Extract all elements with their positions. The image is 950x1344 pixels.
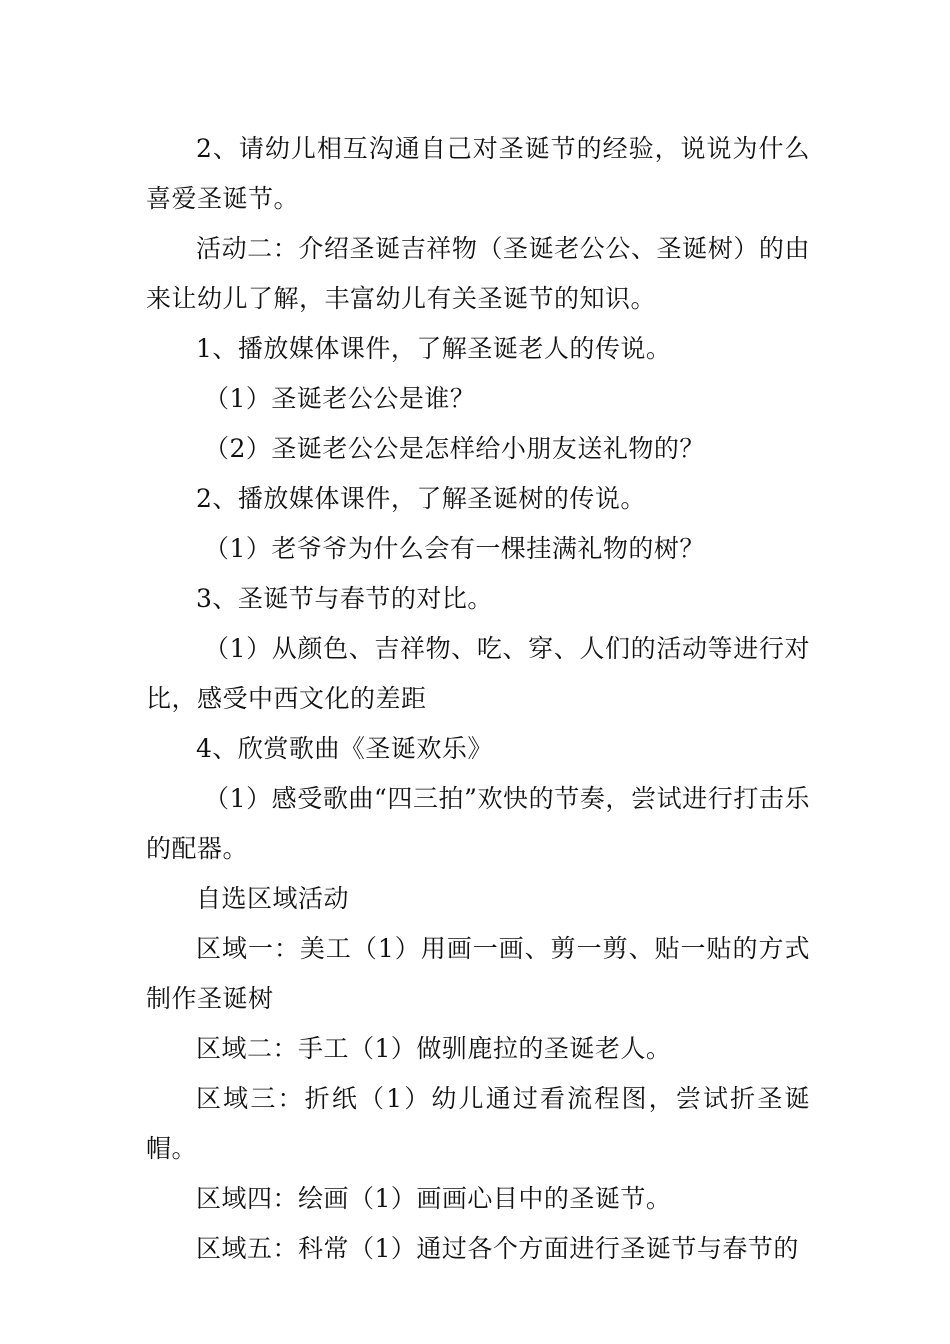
paragraph: 区域一：美工（1）用画一画、剪一剪、贴一贴的方式制作圣诞树 (146, 934, 810, 1013)
paragraph: 4、欣赏歌曲《圣诞欢乐》 (196, 734, 493, 763)
paragraph: （1）从颜色、吉祥物、吃、穿、人们的活动等进行对比，感受中西文化的差距 (146, 634, 810, 713)
paragraph: （1）圣诞老公公是谁？ (204, 384, 476, 413)
paragraph: 区域四：绘画（1）画画心目中的圣诞节。 (196, 1184, 672, 1213)
paragraph: 3、圣诞节与春节的对比。 (196, 584, 493, 613)
paragraph: 1、播放媒体课件，了解圣诞老人的传说。 (196, 334, 672, 363)
paragraph: （1）老爷爷为什么会有一棵挂满礼物的树？ (204, 534, 705, 563)
paragraph: 区域三：折纸（1）幼儿通过看流程图，尝试折圣诞帽。 (146, 1084, 810, 1163)
paragraph: 区域五：科常（1）通过各个方面进行圣诞节与春节的 (196, 1234, 799, 1263)
paragraph: 区域二：手工（1）做驯鹿拉的圣诞老人。 (196, 1034, 672, 1063)
paragraph: （1）感受歌曲“四三拍”欢快的节奏，尝试进行打击乐的配器。 (146, 784, 810, 863)
paragraph: 2、播放媒体课件，了解圣诞树的传说。 (196, 484, 646, 513)
paragraph: （2）圣诞老公公是怎样给小朋友送礼物的？ (204, 434, 705, 463)
paragraph: 活动二：介绍圣诞吉祥物（圣诞老公公、圣诞树）的由来让幼儿了解，丰富幼儿有关圣诞节的知识。 (146, 234, 810, 313)
paragraph: 2、请幼儿相互沟通自己对圣诞节的经验，说说为什么喜爱圣诞节。 (146, 134, 810, 213)
paragraph: 自选区域活动 (196, 884, 350, 913)
document-body (146, 124, 810, 1274)
